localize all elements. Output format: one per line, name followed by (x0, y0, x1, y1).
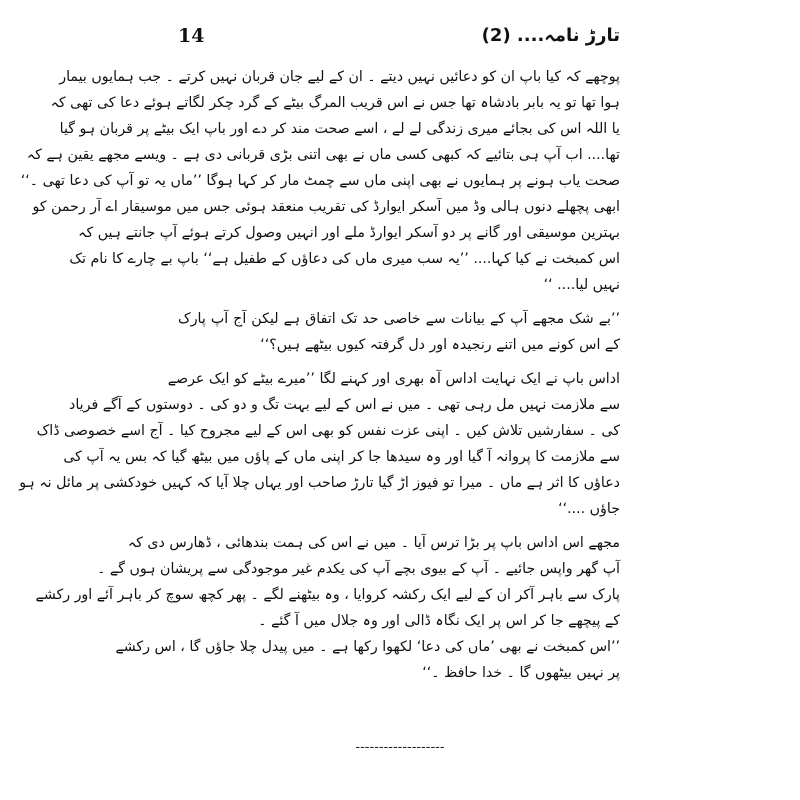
text-line: دعاؤں کا اثر ہے ماں ۔ میرا تو فیوز اڑ گیا تارڑ صاحب اور یہاں چلا آیا کہ کہیں خودکشی پر مائل نہ ہو (19, 475, 620, 491)
text-line: ’’اس کمبخت نے بھی ’ماں کی دعا‘ لکھوا رکھا ہے ۔ میں پیدل چلا جاؤں گا ، اس رکشے (115, 639, 620, 655)
text-line: ابھی پچھلے دنوں ہالی وڈ میں آسکر ایوارڈ کی تقریب منعقد ہوئی جس میں موسیقار اے آر رحمن کو (32, 199, 620, 215)
text-line: اداس باپ نے ایک نہایت اداس آہ بھری اور کہنے لگا ’’میرے بیٹے کو ایک عرصے (167, 371, 620, 387)
text-line: بہترین موسیقی اور گانے پر دو آسکر ایوارڈ ملے اور انہیں وصول کرتے ہوئے آپ جانتے ہیں کہ (78, 225, 620, 241)
text-line: اس کمبخت نے کیا کہا.... ’’یہ سب میری ماں کی دعاؤں کے طفیل ہے‘‘ باپ بے چارے کا نام تک (69, 251, 620, 267)
text-line: کے اس کونے میں اتنے رنجیدہ اور دل گرفتہ کیوں بیٹھے ہیں؟‘‘ (260, 337, 620, 353)
text-line: نہیں لیا.... ‘‘ (543, 277, 620, 293)
text-line: پر نہیں بیٹھوں گا ۔ خدا حافظ ۔‘‘ (422, 665, 620, 681)
text-line: سے ملازمت کا پروانہ آ گیا اور وہ سیدھا جا کر اپنی ماں کے پاؤں میں بیٹھ گیا کہ بس یہ آپ کی (63, 449, 620, 465)
text-line: ’’بے شک مجھے آپ کے بیانات سے خاصی حد تک اتفاق ہے لیکن آج آپ پارک (178, 311, 620, 327)
text-line: یا اللہ اس کی بجائے میری زندگی لے لے ، اسے صحت مند کر دے اور باپ ایک بیٹے پر قربان ہو گیا (59, 121, 620, 137)
text-line: تھا.... اب آپ ہی بتائیے کہ کبھی کسی ماں نے بھی اتنی بڑی قربانی دی ہے ۔ ویسے مجھے یقین ہے کہ (26, 147, 620, 163)
body-text (19, 64, 620, 686)
text-line: سے ملازمت نہیں مل رہی تھی ۔ میں نے اس کے لیے بہت تگ و دو کی ۔ دوستوں کے آگے فریاد (69, 397, 620, 413)
text-line: جاؤں ....‘‘ (558, 501, 620, 517)
paragraph (19, 366, 620, 522)
text-line: کے پیچھے جا کر اس پر ایک نگاہ ڈالی اور وہ جلال میں آ گئے ۔ (258, 613, 620, 629)
text-line: پوچھے کہ کیا باپ ان کو دعائیں نہیں دیتے ۔ ان کے لیے جان قربان نہیں کرتے ۔ جب ہمایوں بیمار (59, 69, 620, 85)
text-line: صحت یاب ہونے پر ہمایوں نے بھی اپنی ماں سے چمٹ مار کر کہا ہوگا ’’ماں یہ تو آپ کی دعا تھی ۔‘‘ (20, 173, 620, 189)
page-header (178, 16, 620, 56)
paragraph (115, 634, 620, 686)
paragraph (20, 64, 620, 298)
text-line: ہوا تھا تو یہ بابر بادشاہ تھا جس نے اس قریب المرگ بیٹے کے گرد چکر لگاتے ہوئے دعا کی تھی کہ (50, 95, 620, 111)
running-title: تارڑ نامہ.... (2) (481, 25, 620, 46)
text-line: پارک سے باہر آکر ان کے لیے ایک رکشہ کروایا ، وہ بیٹھنے لگے ۔ پھر کچھ سوچ کر باہر آئے اور رکشے (35, 587, 620, 603)
paragraph (35, 530, 620, 634)
paragraph (178, 306, 620, 358)
end-divider: ------------------- (355, 740, 445, 755)
text-line: آپ گھر واپس جائیے ۔ آپ کے بیوی بچے آپ کی یکدم غیر موجودگی سے پریشان ہوں گے ۔ (97, 561, 620, 577)
text-line: مجھے اس اداس باپ پر بڑا ترس آیا ۔ میں نے اس کی ہمت بندھائی ، ڈھارس دی کہ (127, 535, 620, 551)
page-number: 14 (178, 25, 205, 47)
text-line: کی ۔ سفارشیں تلاش کیں ۔ اپنی عزت نفس کو بھی اس کے لیے مجروح کیا ۔ آج اسے خصوصی ڈاک (36, 423, 620, 439)
